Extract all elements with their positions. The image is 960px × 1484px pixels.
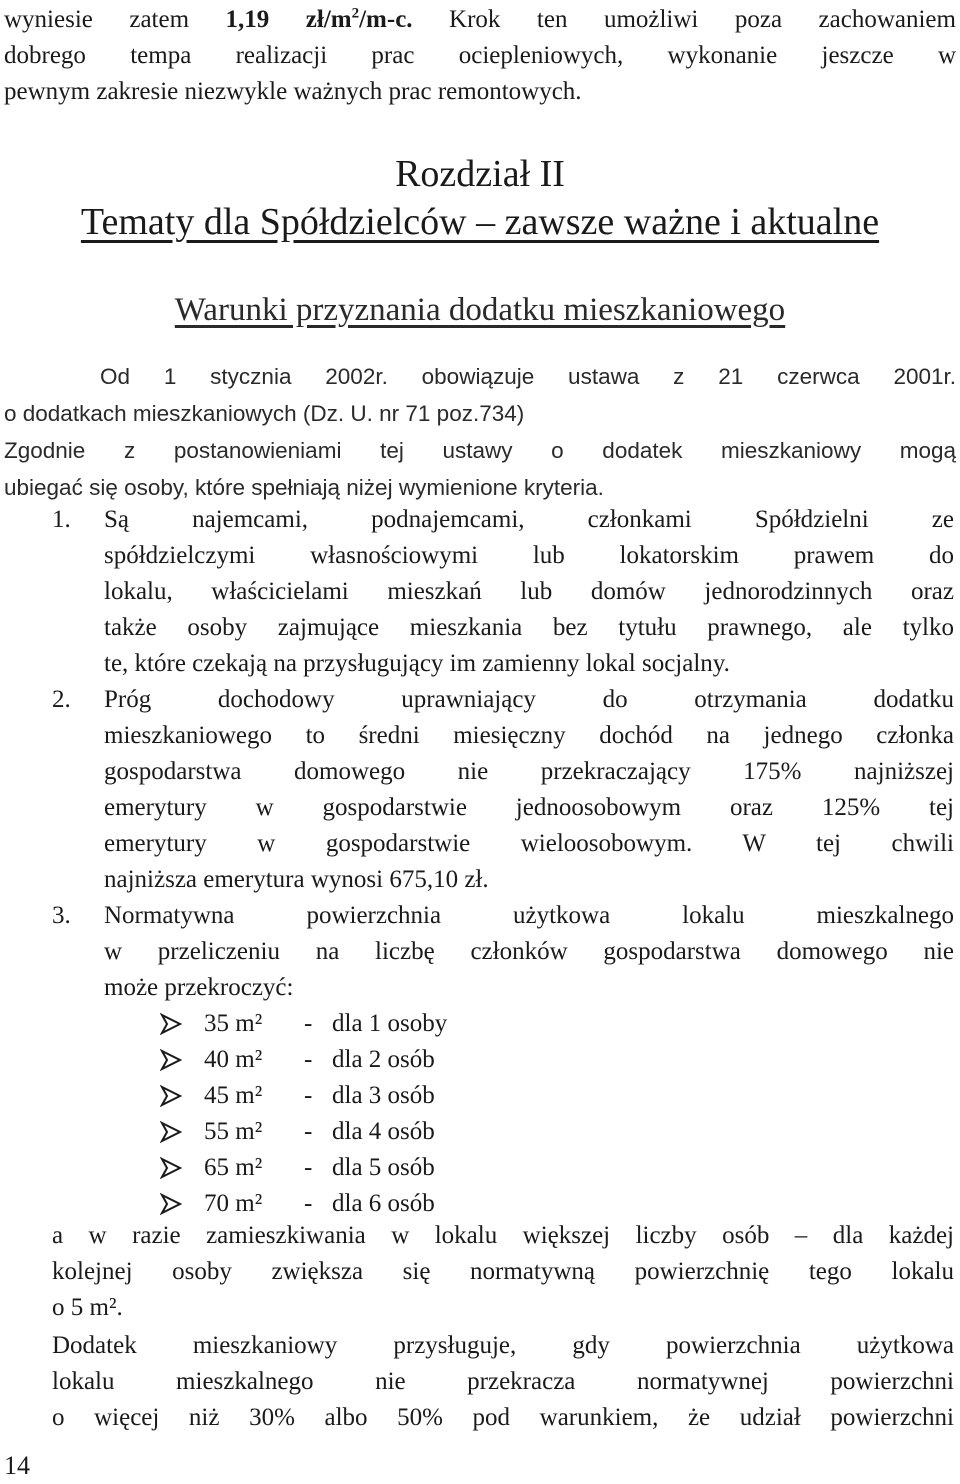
legal-line-4: ubiegać się osoby, które spełniają niżej wymienione kryteria. <box>4 475 604 500</box>
criteria-item-3 <box>52 898 954 1006</box>
legal-paragraph <box>4 358 956 506</box>
price-unit: /m-c. <box>359 6 413 33</box>
paragraph-line: a w razie zamieszkiwania w lokalu większej liczby osób – dla każdej <box>52 1222 954 1249</box>
area-label: dla 2 osób <box>332 1046 435 1073</box>
area-separator: - <box>304 1118 313 1145</box>
area-label: dla 3 osób <box>332 1082 435 1109</box>
list-line: Są najemcami, podnajemcami, członkami Spółdzielni ze <box>104 506 954 533</box>
arrowhead-bullet-icon <box>160 1121 204 1143</box>
area-value: 40 m² <box>204 1046 263 1073</box>
arrowhead-bullet-icon <box>160 1193 204 1215</box>
legal-line-3: Zgodnie z postanowieniami tej ustawy o dodatek mieszkaniowy mogą <box>4 438 956 463</box>
arrowhead-bullet-icon <box>160 1013 204 1035</box>
area-list <box>160 1006 447 1222</box>
area-row <box>160 1114 447 1150</box>
chapter-title: Tematy dla Spółdzielców – zawsze ważne i aktualne <box>80 201 880 243</box>
intro-text: wyniesie zatem <box>4 6 226 33</box>
intro-paragraph <box>4 2 956 110</box>
paragraph-line: o 5 m². <box>52 1294 123 1321</box>
intro-line-1 <box>4 2 956 38</box>
area-separator: - <box>304 1010 313 1037</box>
area-value: 55 m² <box>204 1118 263 1145</box>
list-line: najniższa emerytura wynosi 675,10 zł. <box>104 866 489 893</box>
list-number: 3. <box>52 902 71 929</box>
list-line: w przeliczeniu na liczbę członków gospodarstwa domowego nie <box>104 938 954 965</box>
list-line: lokalu, właścicielami mieszkań lub domów jednorodzinnych oraz <box>104 578 954 605</box>
list-item <box>52 898 954 1006</box>
list-line: te, które czekają na przysługujący im zamienny lokal socjalny. <box>104 650 730 677</box>
list-line: Normatywna powierzchnia użytkowa lokalu mieszkalnego <box>104 902 954 929</box>
criteria-item-1 <box>52 502 954 682</box>
list-item <box>52 502 954 682</box>
chapter-number: Rozdział II <box>395 153 565 195</box>
section-title: Warunki przyznania dodatku mieszkaniowego <box>174 292 786 328</box>
list-line: może przekroczyć: <box>104 974 294 1001</box>
area-row <box>160 1150 447 1186</box>
intro-line-2: dobrego tempa realizacji prac ociepleniowych, wykonanie jeszcze w <box>4 42 956 69</box>
allowance-condition-paragraph <box>52 1328 954 1436</box>
area-value: 70 m² <box>204 1190 263 1217</box>
price-value: 1,19 zł/m <box>225 6 352 33</box>
arrowhead-bullet-icon <box>160 1085 204 1107</box>
area-row <box>160 1042 447 1078</box>
arrowhead-bullet-icon <box>160 1157 204 1179</box>
paragraph-line: Dodatek mieszkaniowy przysługuje, gdy powierzchnia użytkowa <box>52 1332 954 1359</box>
list-line: emerytury w gospodarstwie jednoosobowym oraz 125% tej <box>104 794 954 821</box>
list-number: 1. <box>52 506 71 533</box>
area-value: 65 m² <box>204 1154 263 1181</box>
area-value: 35 m² <box>204 1010 263 1037</box>
area-row <box>160 1006 447 1042</box>
paragraph-line: kolejnej osoby zwiększa się normatywną powierzchnię tego lokalu <box>52 1258 954 1285</box>
legal-line-2: o dodatkach mieszkaniowych (Dz. U. nr 71 poz.734) <box>4 401 525 426</box>
area-row <box>160 1078 447 1114</box>
list-number: 2. <box>52 686 71 713</box>
list-line: mieszkaniowego to średni miesięczny dochód na jednego członka <box>104 722 954 749</box>
area-label: dla 5 osób <box>332 1154 435 1181</box>
list-item <box>52 682 954 898</box>
additional-persons-paragraph <box>52 1218 954 1326</box>
arrowhead-bullet-icon <box>160 1049 204 1071</box>
list-line: spółdzielczymi własnościowymi lub lokatorskim prawem do <box>104 542 954 569</box>
price-exponent: 2 <box>351 5 360 22</box>
area-separator: - <box>304 1190 313 1217</box>
area-separator: - <box>304 1082 313 1109</box>
paragraph-line: o więcej niż 30% albo 50% pod warunkiem, że udział powierzchni <box>52 1404 954 1431</box>
list-line: emerytury w gospodarstwie wieloosobowym. W tej chwili <box>104 830 954 857</box>
criteria-item-2 <box>52 682 954 898</box>
list-line: Próg dochodowy uprawniający do otrzymania dodatku <box>104 686 954 713</box>
list-line: gospodarstwa domowego nie przekraczający 175% najniższej <box>104 758 954 785</box>
area-label: dla 6 osób <box>332 1190 435 1217</box>
paragraph-line: lokalu mieszkalnego nie przekracza normatywnej powierzchni <box>52 1368 954 1395</box>
intro-text-suffix: Krok ten umożliwi poza zachowaniem <box>412 6 956 33</box>
area-value: 45 m² <box>204 1082 263 1109</box>
area-separator: - <box>304 1154 313 1181</box>
legal-line-1: Od 1 stycznia 2002r. obowiązuje ustawa z 21 czerwca 2001r. <box>100 364 956 389</box>
area-separator: - <box>304 1046 313 1073</box>
area-label: dla 1 osoby <box>332 1010 448 1037</box>
page-number: 14 <box>4 1451 30 1480</box>
area-label: dla 4 osób <box>332 1118 435 1145</box>
list-line: także osoby zajmujące mieszkania bez tytułu prawnego, ale tylko <box>104 614 954 641</box>
area-row <box>160 1186 447 1222</box>
intro-line-3: pewnym zakresie niezwykle ważnych prac remontowych. <box>4 78 582 105</box>
